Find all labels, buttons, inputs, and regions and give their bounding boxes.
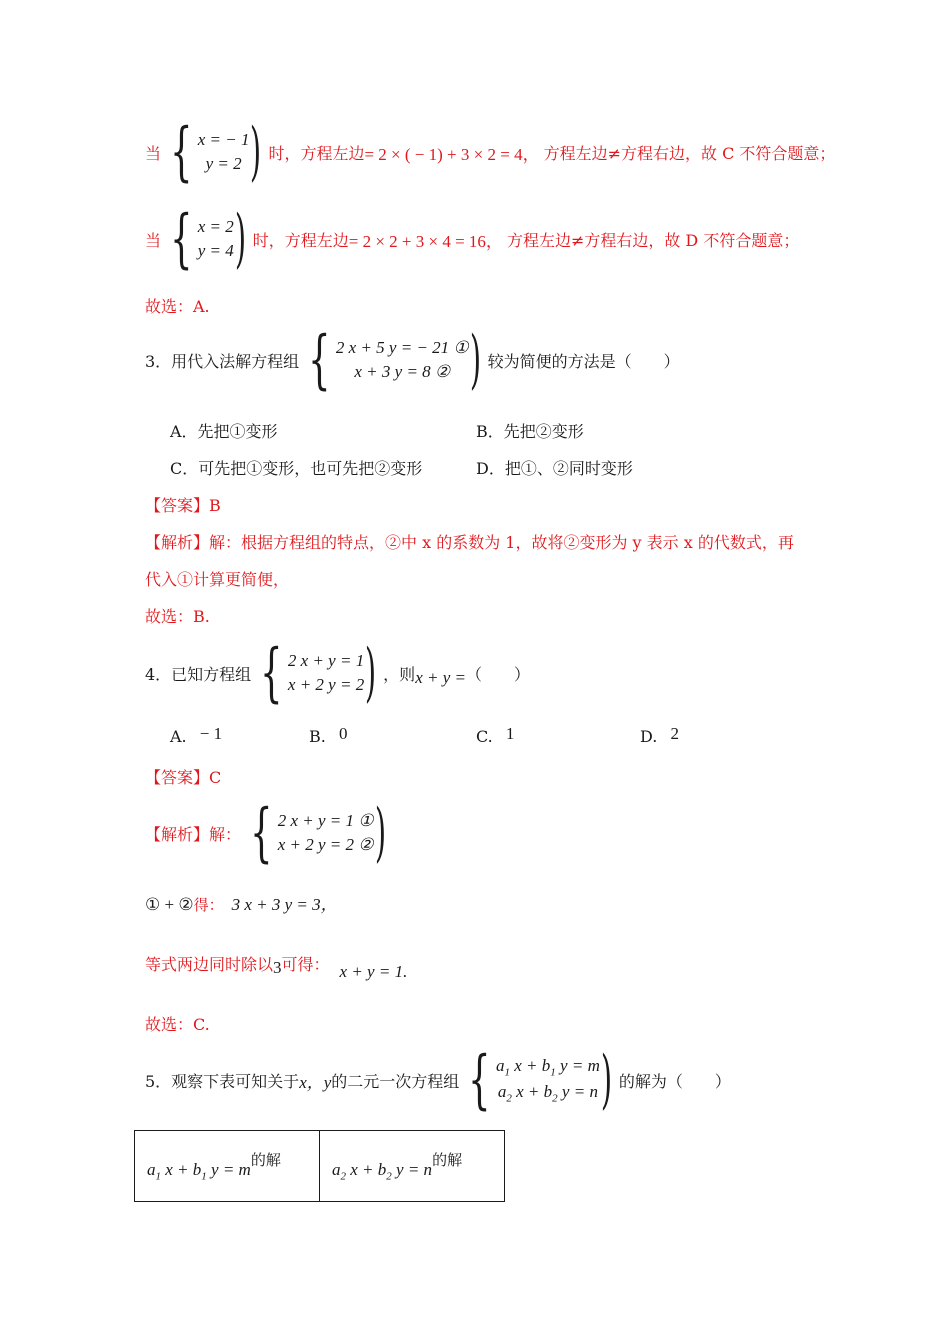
question-text: 5．观察下表可知关于 [145,1071,300,1091]
math-expression: ① + ② [145,895,194,914]
question-5-stem [145,1043,731,1117]
left-brace-icon: { [260,636,283,710]
math-expression: 3 x + 3 y = 3， [231,895,338,914]
selection-line: 故选：B. [145,607,210,626]
selection-line: 故选：A. [145,297,210,316]
equation-system [161,202,253,276]
right-paren-icon: ) [234,202,246,276]
left-brace-icon: { [308,323,331,397]
system-row: y = 2 [205,154,242,173]
when-label: 当 [145,143,162,163]
equation-system [459,1043,619,1117]
system-row: y = 4 [197,241,234,260]
option-b [309,724,348,747]
analysis-line: 【解析】解：根据方程组的特点，②中 x 的系数为 1，故将②变形为 y 表示 x 的代数式，再 [145,533,794,552]
left-brace-icon: { [468,1043,491,1117]
option-c: C．可先把①变形，也可先把②变形 [170,459,423,478]
cell-suffix: 的解 [432,1151,463,1170]
solutions-table [134,1130,505,1202]
left-brace-icon: { [170,115,193,189]
question-text: （ ） [465,664,530,684]
math-expression: = 2 × 2 + 3 × 4 = 16， [348,231,503,251]
table-cell [135,1131,320,1202]
line-option-c-check [145,115,836,189]
selection-line: 故选：C. [145,1015,210,1034]
right-paren-icon: ) [374,796,386,870]
question-4-stem [145,636,530,710]
option-a [170,724,223,747]
text-segment: 方程左边≠方程右边，故 D 不符合题意； [506,230,800,250]
analysis-line: 代入①计算更简便， [145,570,290,589]
text-segment: 方程左边≠方程右边，故 C 不符合题意； [543,143,836,163]
math-expression: x，y [299,1072,332,1092]
math-expression: x + y = 1. [339,962,408,981]
option-label: D. [640,727,658,746]
solution-step [145,952,408,981]
line-option-d-check [145,202,800,276]
table-cell [320,1131,505,1202]
math-expression: = 2 × ( − 1) + 3 × 2 = 4， [364,144,540,164]
system-row: 2 x + 5 y = − 21 ① [335,338,469,357]
system-row: x + 2 y = 2 ② [277,835,374,854]
option-value: 1 [505,724,515,743]
math-number: 3 [273,958,282,977]
question-text: 4．已知方程组 [145,664,252,684]
left-brace-icon: { [170,202,193,276]
system-row: x = 2 [197,217,234,236]
option-value: − 1 [199,724,223,743]
cell-suffix: 的解 [250,1151,281,1170]
text-segment: 可得： [281,955,330,974]
text-segment: 得： [193,896,224,914]
math-expression: $a_2$ $x + b_2$ y = n [332,1160,433,1183]
question-text: 较为简便的方法是（ ） [487,351,680,371]
equation-system [299,323,487,397]
text-segment: 时，方程左边 [268,143,365,163]
solution-step [145,890,338,915]
math-expression: x + y = [415,668,466,687]
equation-system [251,636,383,710]
option-d: D．把①、②同时变形 [476,459,633,478]
question-text: ，则 [383,664,416,684]
option-value: 2 [670,724,679,743]
option-value: 0 [338,724,348,743]
math-expression: $a_1$ $x + b_1$ y = m [147,1160,251,1183]
option-d [640,724,679,747]
when-label: 当 [145,230,162,250]
text-segment: 等式两边同时除以 [145,955,274,974]
system-row: $a_1$ $x + b_1$ y = m [496,1055,600,1078]
analysis-label: 【解析】解： [145,824,242,844]
equation-system [241,796,392,870]
table-row [135,1131,505,1202]
system-row: x + 3 y = 8 ② [354,362,451,381]
system-row: x + 2 y = 2 [287,675,365,694]
equation-system [161,115,268,189]
option-label: C. [476,727,493,746]
text-segment: 时，方程左边 [252,230,349,250]
system-row: x = − 1 [197,130,250,149]
right-paren-icon: ) [250,115,262,189]
answer-line: 【答案】B [145,496,221,515]
question-text: 3．用代入法解方程组 [145,351,300,371]
option-c [476,724,515,747]
option-b: B．先把②变形 [476,422,584,441]
option-a: A．先把①变形 [170,422,278,441]
right-paren-icon: ) [469,323,481,397]
right-paren-icon: ) [365,636,377,710]
system-row: 2 x + y = 1 ① [277,811,374,830]
question-3-stem [145,323,680,397]
right-paren-icon: ) [600,1043,612,1117]
system-row: 2 x + y = 1 [287,651,365,670]
system-row: $a_2$ $x + b_2$ y = n [497,1082,598,1105]
option-label: B. [309,727,326,746]
left-brace-icon: { [250,796,273,870]
analysis-system [145,796,392,870]
answer-line: 【答案】C [145,768,222,787]
question-text: 的二元一次方程组 [331,1071,460,1091]
option-label: A. [170,727,187,746]
question-text: 的解为（ ） [618,1071,731,1091]
